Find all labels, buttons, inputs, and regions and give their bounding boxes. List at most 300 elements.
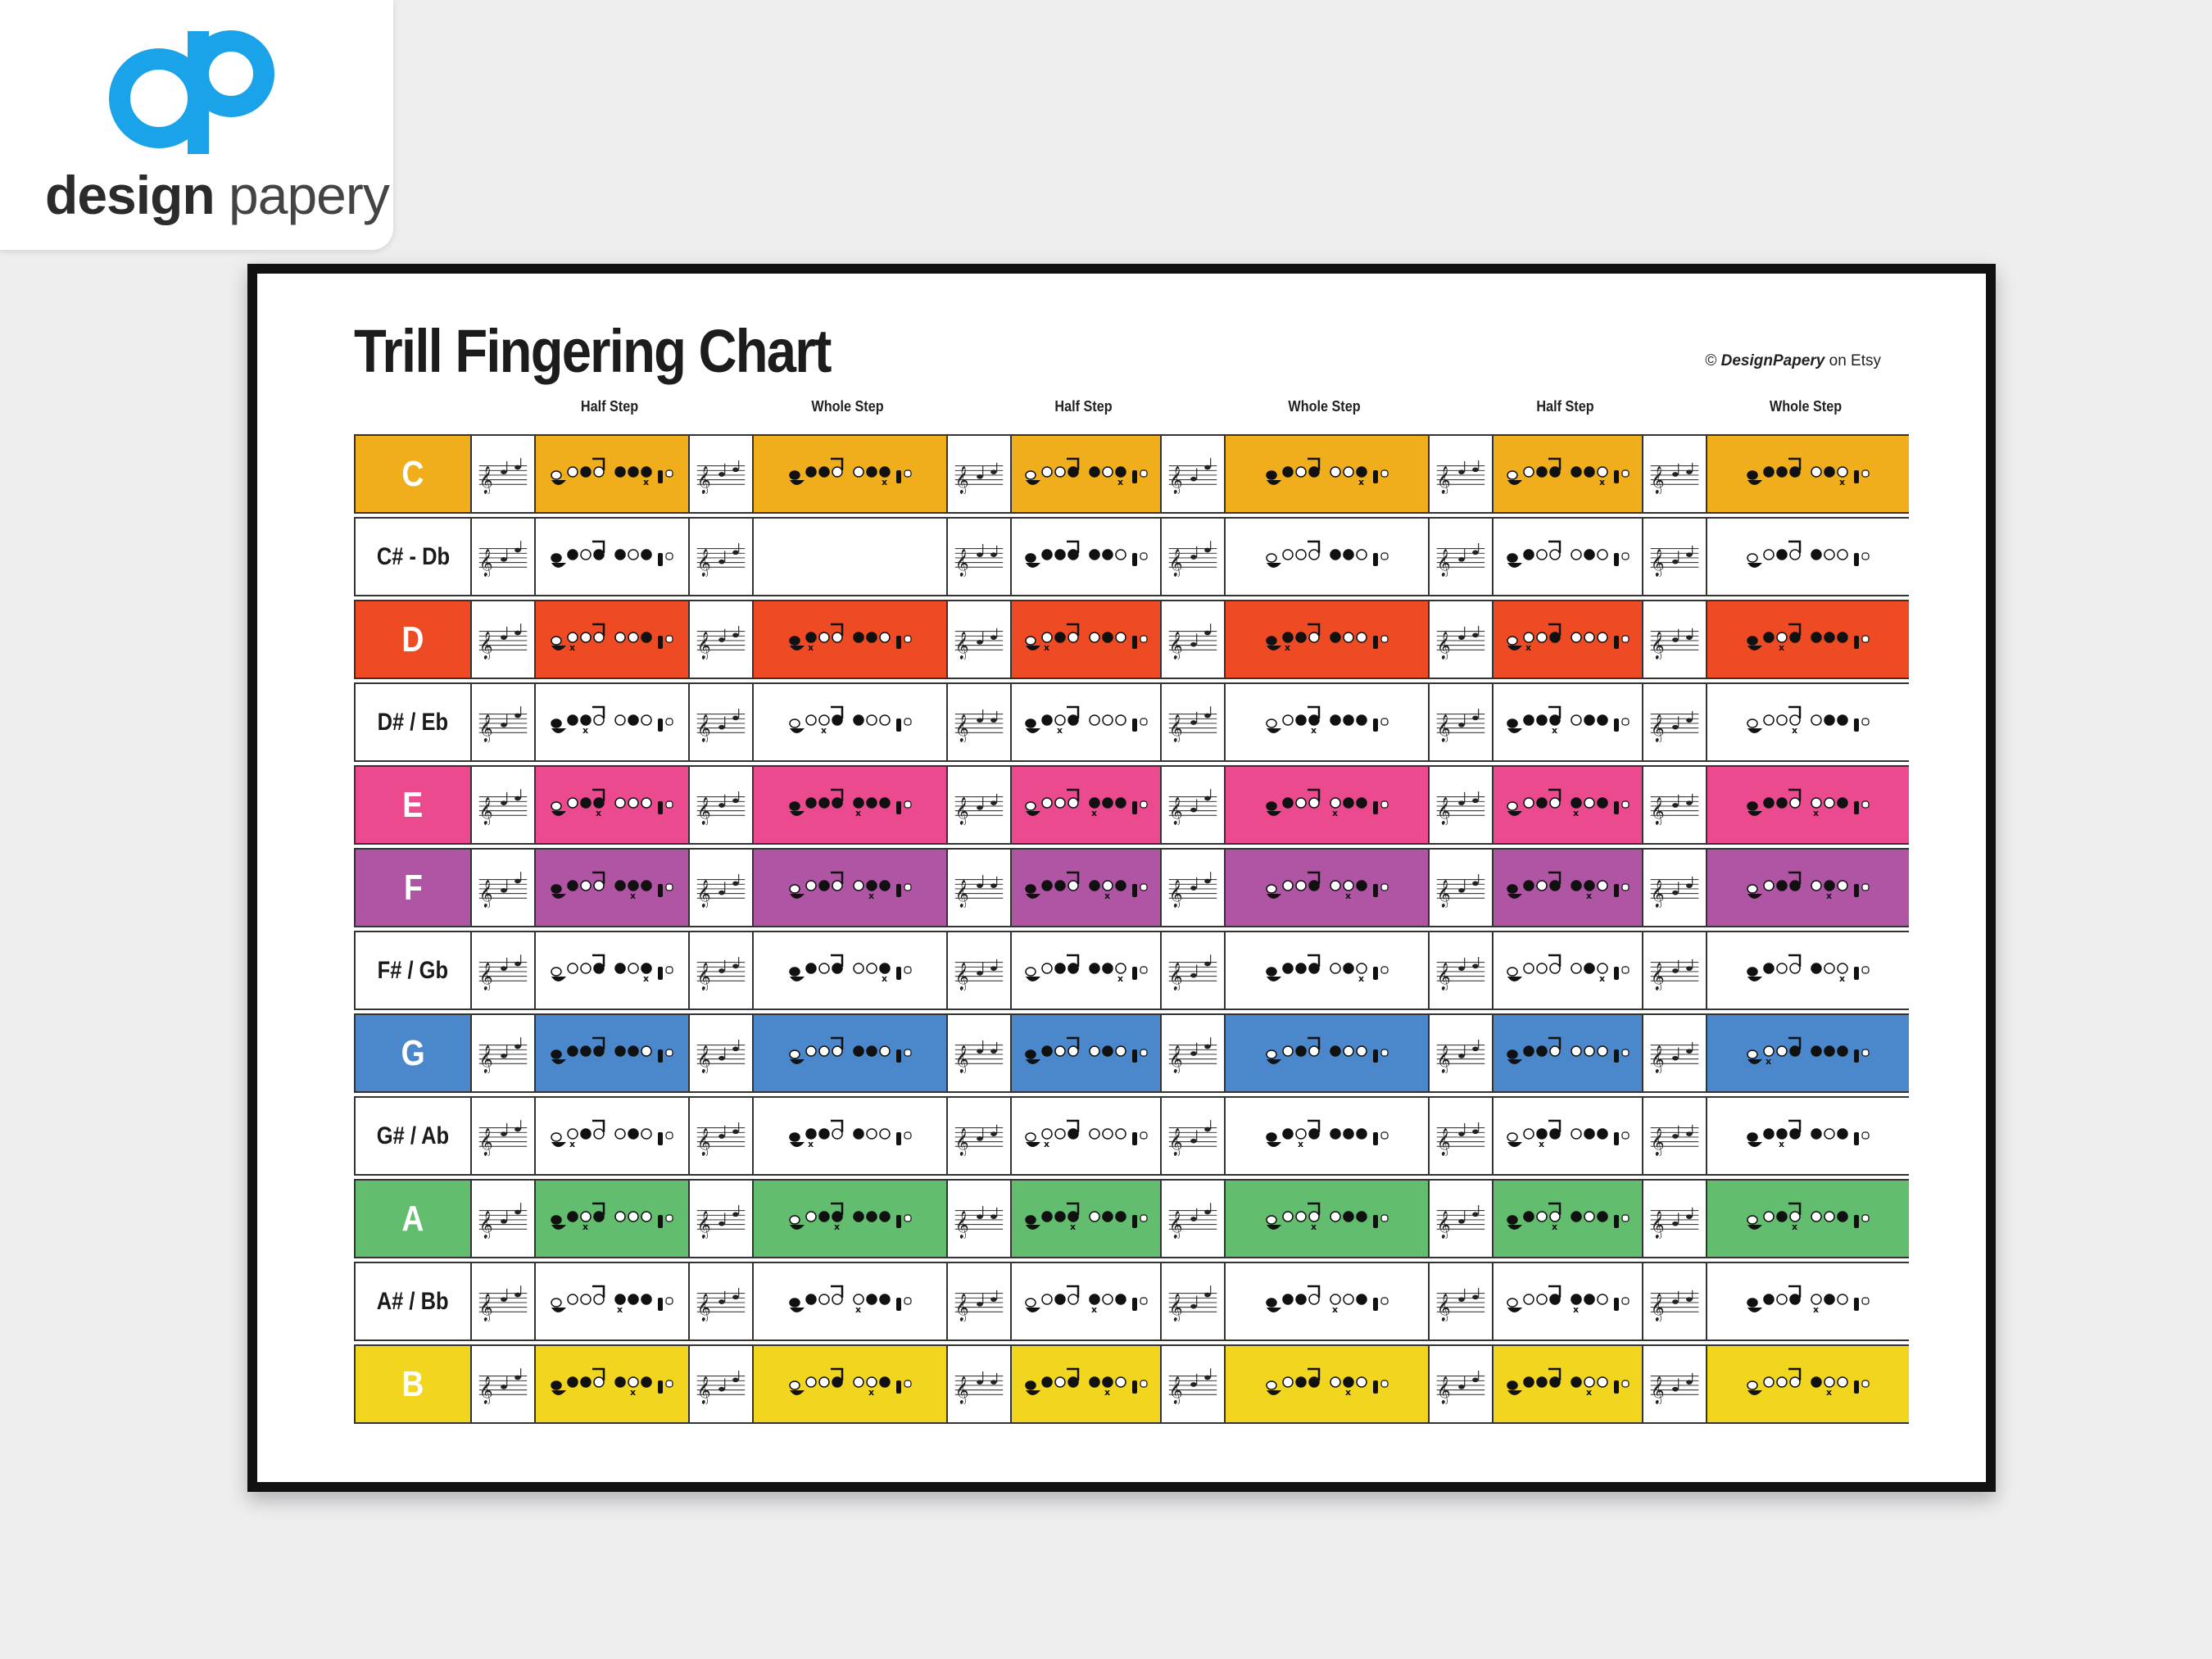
staff-cell: [1642, 1098, 1706, 1174]
fingering-diagram-icon: [1743, 1364, 1874, 1405]
svg-text:𝄞: 𝄞: [696, 796, 711, 824]
note-label-cell: [356, 601, 470, 678]
svg-text:𝄞: 𝄞: [1650, 714, 1665, 741]
staff-cell: [470, 932, 534, 1009]
staff-notation-icon: [694, 703, 748, 742]
fingering-cell: [534, 436, 688, 512]
staff-cell: [946, 1263, 1010, 1339]
staff-notation-icon: [1648, 1034, 1702, 1073]
staff-cell: [1428, 1181, 1492, 1257]
fingering-cell: [1010, 850, 1160, 926]
svg-text:𝄞: 𝄞: [1436, 465, 1451, 493]
staff-cell: [1160, 767, 1224, 843]
svg-text:x: x: [854, 807, 861, 818]
fingering-cell: [1706, 1015, 1909, 1091]
fingering-diagram-icon: [1021, 1364, 1152, 1405]
fingering-diagram-icon: [1262, 1364, 1393, 1405]
staff-cell: [1428, 1263, 1492, 1339]
svg-text:x: x: [1104, 1386, 1110, 1398]
staff-notation-icon: [1648, 1199, 1702, 1239]
note-label-cell: [356, 1015, 470, 1091]
fingering-diagram-icon: [1743, 537, 1874, 578]
column-header: Whole Step: [1769, 398, 1843, 415]
fingering-cell: [1492, 519, 1642, 595]
fingering-cell: [1010, 1346, 1160, 1422]
note-label-cell: [356, 932, 470, 1009]
svg-text:x: x: [1839, 476, 1846, 487]
staff-notation-icon: [952, 1117, 1006, 1156]
svg-text:𝄞: 𝄞: [1168, 879, 1183, 907]
fingering-cell: [1492, 436, 1642, 512]
note-label-cell: [356, 519, 470, 595]
fingering-cell: [752, 1181, 946, 1257]
svg-text:x: x: [1284, 641, 1290, 653]
staff-notation-icon: [1648, 620, 1702, 660]
fingering-cell: [752, 1346, 946, 1422]
fingering-diagram-icon: [785, 1116, 916, 1157]
fingering-cell: [534, 519, 688, 595]
staff-notation-icon: [1166, 1034, 1220, 1073]
fingering-diagram-icon: [546, 1033, 678, 1074]
staff-cell: [470, 850, 534, 926]
svg-text:𝄞: 𝄞: [696, 548, 711, 576]
poster: [257, 274, 1986, 1482]
table-row: [354, 517, 1909, 596]
fingering-cell: [752, 436, 946, 512]
fingering-diagram-icon: [1743, 619, 1874, 660]
staff-notation-icon: [952, 951, 1006, 990]
copyright-brand: DesignPapery: [1720, 352, 1825, 369]
staff-cell: [688, 1015, 752, 1091]
staff-cell: [1160, 1263, 1224, 1339]
staff-notation-icon: [952, 1282, 1006, 1321]
fingering-diagram-icon: [1021, 1199, 1152, 1240]
fingering-cell: [1492, 1098, 1642, 1174]
fingering-cell: [1706, 1263, 1909, 1339]
note-label: F# / Gb: [377, 956, 449, 984]
svg-text:x: x: [1069, 1221, 1076, 1232]
staff-notation-icon: [694, 1117, 748, 1156]
staff-cell: [946, 850, 1010, 926]
staff-cell: [470, 1346, 534, 1422]
staff-notation-icon: [1434, 1199, 1488, 1239]
staff-cell: [1160, 1098, 1224, 1174]
page-title: Trill Fingering Chart: [354, 317, 831, 385]
svg-text:x: x: [630, 1386, 637, 1398]
staff-notation-icon: [1434, 1117, 1488, 1156]
svg-text:x: x: [1331, 1303, 1338, 1315]
note-label-cell: [356, 767, 470, 843]
note-label-cell: [356, 850, 470, 926]
fingering-cell: [534, 767, 688, 843]
staff-notation-icon: [1166, 1199, 1220, 1239]
staff-cell: [946, 1346, 1010, 1422]
svg-text:𝄞: 𝄞: [1168, 1127, 1183, 1155]
staff-cell: [946, 601, 1010, 678]
staff-notation-icon: [694, 786, 748, 825]
fingering-cell: [752, 1015, 946, 1091]
column-headers: [354, 398, 1909, 423]
svg-text:𝄞: 𝄞: [1650, 631, 1665, 659]
staff-cell: [1160, 1015, 1224, 1091]
fingering-cell: [1010, 601, 1160, 678]
table-row: [354, 1179, 1909, 1258]
svg-text:x: x: [1813, 807, 1820, 818]
svg-text:𝄞: 𝄞: [954, 548, 969, 576]
fingering-diagram-icon: [1503, 785, 1634, 826]
fingering-diagram-icon: [1503, 950, 1634, 991]
staff-notation-icon: [1434, 1034, 1488, 1073]
note-label: D# / Eb: [377, 708, 449, 736]
svg-text:𝄞: 𝄞: [1436, 1127, 1451, 1155]
staff-cell: [1160, 1181, 1224, 1257]
staff-notation-icon: [476, 1199, 530, 1239]
svg-text:𝄞: 𝄞: [1168, 548, 1183, 576]
fingering-cell: [752, 519, 946, 595]
poster-frame: [247, 264, 1996, 1492]
svg-text:x: x: [1826, 890, 1833, 901]
fingering-cell: [1010, 436, 1160, 512]
svg-text:x: x: [807, 1138, 814, 1149]
fingering-cell: [1010, 1015, 1160, 1091]
fingering-diagram-icon: [1743, 950, 1874, 991]
svg-text:x: x: [868, 890, 874, 901]
staff-cell: [1428, 436, 1492, 512]
svg-text:x: x: [881, 972, 887, 984]
svg-text:𝄞: 𝄞: [1436, 879, 1451, 907]
fingering-diagram-icon: [1743, 785, 1874, 826]
svg-text:x: x: [643, 476, 650, 487]
fingering-cell: [1492, 601, 1642, 678]
staff-notation-icon: [952, 1199, 1006, 1239]
svg-text:𝄞: 𝄞: [954, 796, 969, 824]
svg-text:x: x: [1090, 1303, 1097, 1315]
staff-notation-icon: [1166, 1117, 1220, 1156]
svg-text:𝄞: 𝄞: [1436, 1210, 1451, 1238]
staff-cell: [688, 684, 752, 760]
fingering-cell: [534, 684, 688, 760]
fingering-diagram-icon: [1743, 868, 1874, 909]
fingering-cell: [1010, 932, 1160, 1009]
svg-text:𝄞: 𝄞: [696, 714, 711, 741]
note-label: E: [402, 784, 424, 825]
note-label: D: [401, 619, 424, 660]
svg-text:x: x: [833, 1221, 840, 1232]
copyright-notice: [1705, 352, 1881, 370]
fingering-cell: [1224, 436, 1428, 512]
table-row: [354, 848, 1909, 927]
staff-cell: [946, 519, 1010, 595]
svg-text:𝄞: 𝄞: [696, 879, 711, 907]
svg-text:x: x: [1538, 1138, 1544, 1149]
svg-text:x: x: [582, 724, 589, 736]
staff-notation-icon: [1648, 1365, 1702, 1404]
fingering-cell: [1224, 1346, 1428, 1422]
svg-text:𝄞: 𝄞: [478, 1045, 493, 1072]
svg-text:𝄞: 𝄞: [478, 1127, 493, 1155]
staff-cell: [1160, 684, 1224, 760]
fingering-cell: [752, 932, 946, 1009]
svg-text:𝄞: 𝄞: [478, 796, 493, 824]
fingering-cell: [752, 601, 946, 678]
svg-text:𝄞: 𝄞: [954, 1376, 969, 1403]
svg-text:𝄞: 𝄞: [1436, 1376, 1451, 1403]
fingering-cell: [752, 1098, 946, 1174]
svg-text:𝄞: 𝄞: [954, 465, 969, 493]
staff-notation-icon: [694, 455, 748, 494]
fingering-diagram-icon: [1743, 1281, 1874, 1322]
fingering-diagram-icon: [546, 1116, 678, 1157]
svg-text:𝄞: 𝄞: [1436, 1045, 1451, 1072]
staff-notation-icon: [952, 537, 1006, 577]
svg-text:x: x: [1117, 972, 1123, 984]
svg-text:𝄞: 𝄞: [1436, 962, 1451, 990]
staff-notation-icon: [952, 620, 1006, 660]
staff-cell: [1428, 767, 1492, 843]
note-label: G# / Ab: [376, 1122, 450, 1149]
svg-text:x: x: [569, 641, 576, 653]
svg-text:𝄞: 𝄞: [478, 879, 493, 907]
svg-text:𝄞: 𝄞: [1436, 548, 1451, 576]
note-label-cell: [356, 1181, 470, 1257]
fingering-cell: [1706, 1346, 1909, 1422]
staff-cell: [946, 1015, 1010, 1091]
staff-notation-icon: [1648, 1282, 1702, 1321]
fingering-diagram-icon: [1503, 619, 1634, 660]
fingering-cell: [534, 932, 688, 1009]
fingering-cell: [534, 1181, 688, 1257]
staff-notation-icon: [1648, 1117, 1702, 1156]
fingering-diagram-icon: [1262, 868, 1393, 909]
svg-text:𝄞: 𝄞: [1168, 631, 1183, 659]
staff-cell: [1642, 1015, 1706, 1091]
fingering-cell: [534, 1098, 688, 1174]
staff-cell: [946, 767, 1010, 843]
note-label: C: [401, 453, 424, 494]
svg-text:x: x: [617, 1303, 623, 1315]
svg-text:𝄞: 𝄞: [478, 1293, 493, 1321]
column-header: Whole Step: [1288, 398, 1361, 415]
svg-text:x: x: [1043, 1138, 1049, 1149]
staff-cell: [1642, 436, 1706, 512]
table-row: [354, 1013, 1909, 1093]
staff-cell: [946, 1181, 1010, 1257]
fingering-cell: [752, 684, 946, 760]
fingering-diagram-icon: [1503, 1116, 1634, 1157]
svg-text:𝄞: 𝄞: [1650, 548, 1665, 576]
staff-notation-icon: [952, 786, 1006, 825]
staff-cell: [1428, 932, 1492, 1009]
staff-cell: [1160, 1346, 1224, 1422]
fingering-cell: [1492, 1263, 1642, 1339]
staff-cell: [688, 767, 752, 843]
fingering-diagram-icon: [1503, 454, 1634, 495]
svg-text:x: x: [1331, 807, 1338, 818]
svg-text:𝄞: 𝄞: [1650, 1293, 1665, 1321]
note-label-cell: [356, 1263, 470, 1339]
svg-text:x: x: [1310, 724, 1317, 736]
note-label: F: [403, 867, 423, 908]
svg-text:𝄞: 𝄞: [696, 1045, 711, 1072]
fingering-cell: [1706, 932, 1909, 1009]
staff-cell: [688, 436, 752, 512]
svg-text:x: x: [1572, 807, 1579, 818]
fingering-cell: [534, 1346, 688, 1422]
table-row: [354, 1096, 1909, 1176]
fingering-diagram-icon: [1021, 619, 1152, 660]
svg-text:x: x: [881, 476, 887, 487]
svg-text:x: x: [1358, 476, 1364, 487]
fingering-cell: [1010, 767, 1160, 843]
staff-cell: [946, 1098, 1010, 1174]
fingering-diagram-icon: [1503, 868, 1634, 909]
svg-text:𝄞: 𝄞: [1436, 714, 1451, 741]
svg-text:𝄞: 𝄞: [696, 962, 711, 990]
staff-notation-icon: [694, 951, 748, 990]
fingering-cell: [1492, 1181, 1642, 1257]
staff-notation-icon: [952, 455, 1006, 494]
fingering-cell: [1010, 1098, 1160, 1174]
svg-text:𝄞: 𝄞: [478, 1376, 493, 1403]
fingering-cell: [1224, 519, 1428, 595]
note-label: G: [401, 1032, 425, 1073]
svg-text:𝄞: 𝄞: [1650, 796, 1665, 824]
svg-text:x: x: [1344, 890, 1351, 901]
staff-notation-icon: [476, 1282, 530, 1321]
svg-text:x: x: [1839, 972, 1846, 984]
svg-text:𝄞: 𝄞: [1650, 879, 1665, 907]
fingering-cell: [1492, 932, 1642, 1009]
svg-text:𝄞: 𝄞: [696, 631, 711, 659]
staff-cell: [470, 767, 534, 843]
fingering-diagram-icon: [1262, 702, 1393, 743]
staff-notation-icon: [1166, 951, 1220, 990]
staff-cell: [470, 684, 534, 760]
staff-notation-icon: [1166, 455, 1220, 494]
staff-notation-icon: [952, 868, 1006, 908]
svg-text:x: x: [1358, 972, 1364, 984]
staff-notation-icon: [694, 1199, 748, 1239]
staff-cell: [1428, 1346, 1492, 1422]
fingering-cell: [1492, 1346, 1642, 1422]
svg-text:𝄞: 𝄞: [478, 714, 493, 741]
staff-notation-icon: [476, 786, 530, 825]
staff-cell: [470, 1263, 534, 1339]
fingering-diagram-icon: [1021, 868, 1152, 909]
svg-text:𝄞: 𝄞: [1650, 465, 1665, 493]
svg-text:x: x: [1766, 1055, 1772, 1067]
staff-notation-icon: [476, 620, 530, 660]
svg-text:x: x: [1297, 1138, 1303, 1149]
staff-cell: [470, 601, 534, 678]
svg-text:x: x: [1779, 641, 1785, 653]
table-row: [354, 931, 1909, 1010]
fingering-cell: [1010, 684, 1160, 760]
fingering-diagram-icon: [1503, 1281, 1634, 1322]
svg-text:𝄞: 𝄞: [478, 1210, 493, 1238]
fingering-diagram-icon: [1262, 537, 1393, 578]
staff-cell: [1160, 601, 1224, 678]
staff-cell: [1642, 519, 1706, 595]
staff-notation-icon: [1434, 620, 1488, 660]
svg-text:x: x: [596, 807, 602, 818]
fingering-cell: [1224, 767, 1428, 843]
staff-notation-icon: [476, 537, 530, 577]
fingering-cell: [1224, 1015, 1428, 1091]
svg-text:x: x: [854, 1303, 861, 1315]
design-papery-logo-icon: [108, 23, 280, 154]
staff-notation-icon: [1434, 455, 1488, 494]
staff-notation-icon: [694, 1034, 748, 1073]
staff-notation-icon: [1166, 1365, 1220, 1404]
fingering-diagram-icon: [546, 1281, 678, 1322]
staff-cell: [946, 684, 1010, 760]
svg-text:x: x: [1572, 1303, 1579, 1315]
fingering-diagram-icon: [1743, 702, 1874, 743]
fingering-diagram-icon: [546, 868, 678, 909]
staff-notation-icon: [694, 620, 748, 660]
staff-cell: [470, 1015, 534, 1091]
fingering-cell: [534, 1263, 688, 1339]
fingering-diagram-icon: [1021, 785, 1152, 826]
logo-bold: design: [45, 165, 215, 225]
svg-text:x: x: [1344, 1386, 1351, 1398]
fingering-diagram-icon: [785, 454, 916, 495]
svg-text:𝄞: 𝄞: [954, 1127, 969, 1155]
column-header: Half Step: [580, 398, 639, 415]
fingering-cell: [1224, 932, 1428, 1009]
fingering-cell: [752, 1263, 946, 1339]
fingering-diagram-icon: [1262, 619, 1393, 660]
note-label-cell: [356, 436, 470, 512]
staff-cell: [1428, 850, 1492, 926]
fingering-diagram-icon: [546, 785, 678, 826]
staff-cell: [470, 1181, 534, 1257]
staff-cell: [1642, 1346, 1706, 1422]
staff-notation-icon: [1434, 1282, 1488, 1321]
fingering-cell: [1224, 1098, 1428, 1174]
staff-notation-icon: [476, 1365, 530, 1404]
staff-cell: [1642, 1263, 1706, 1339]
staff-cell: [1428, 601, 1492, 678]
fingering-diagram-icon: [1021, 702, 1152, 743]
staff-cell: [1428, 1015, 1492, 1091]
fingering-diagram-icon: [1503, 702, 1634, 743]
staff-notation-icon: [694, 1282, 748, 1321]
staff-notation-icon: [1434, 951, 1488, 990]
svg-text:𝄞: 𝄞: [954, 962, 969, 990]
staff-cell: [1642, 767, 1706, 843]
fingering-diagram-icon: [1021, 537, 1152, 578]
staff-notation-icon: [476, 868, 530, 908]
staff-notation-icon: [1166, 868, 1220, 908]
fingering-diagram-icon: [1262, 1199, 1393, 1240]
staff-notation-icon: [1434, 868, 1488, 908]
staff-notation-icon: [1434, 786, 1488, 825]
note-label-cell: [356, 1098, 470, 1174]
svg-text:x: x: [1310, 1221, 1317, 1232]
svg-text:x: x: [1043, 641, 1049, 653]
svg-text:𝄞: 𝄞: [1650, 1376, 1665, 1403]
fingering-diagram-icon: [546, 619, 678, 660]
note-label: A: [401, 1198, 424, 1239]
svg-text:𝄞: 𝄞: [1168, 1210, 1183, 1238]
note-label: C# - Db: [376, 542, 450, 570]
svg-text:𝄞: 𝄞: [954, 1045, 969, 1072]
staff-notation-icon: [694, 868, 748, 908]
fingering-diagram-icon: [1021, 1281, 1152, 1322]
svg-text:x: x: [630, 890, 637, 901]
